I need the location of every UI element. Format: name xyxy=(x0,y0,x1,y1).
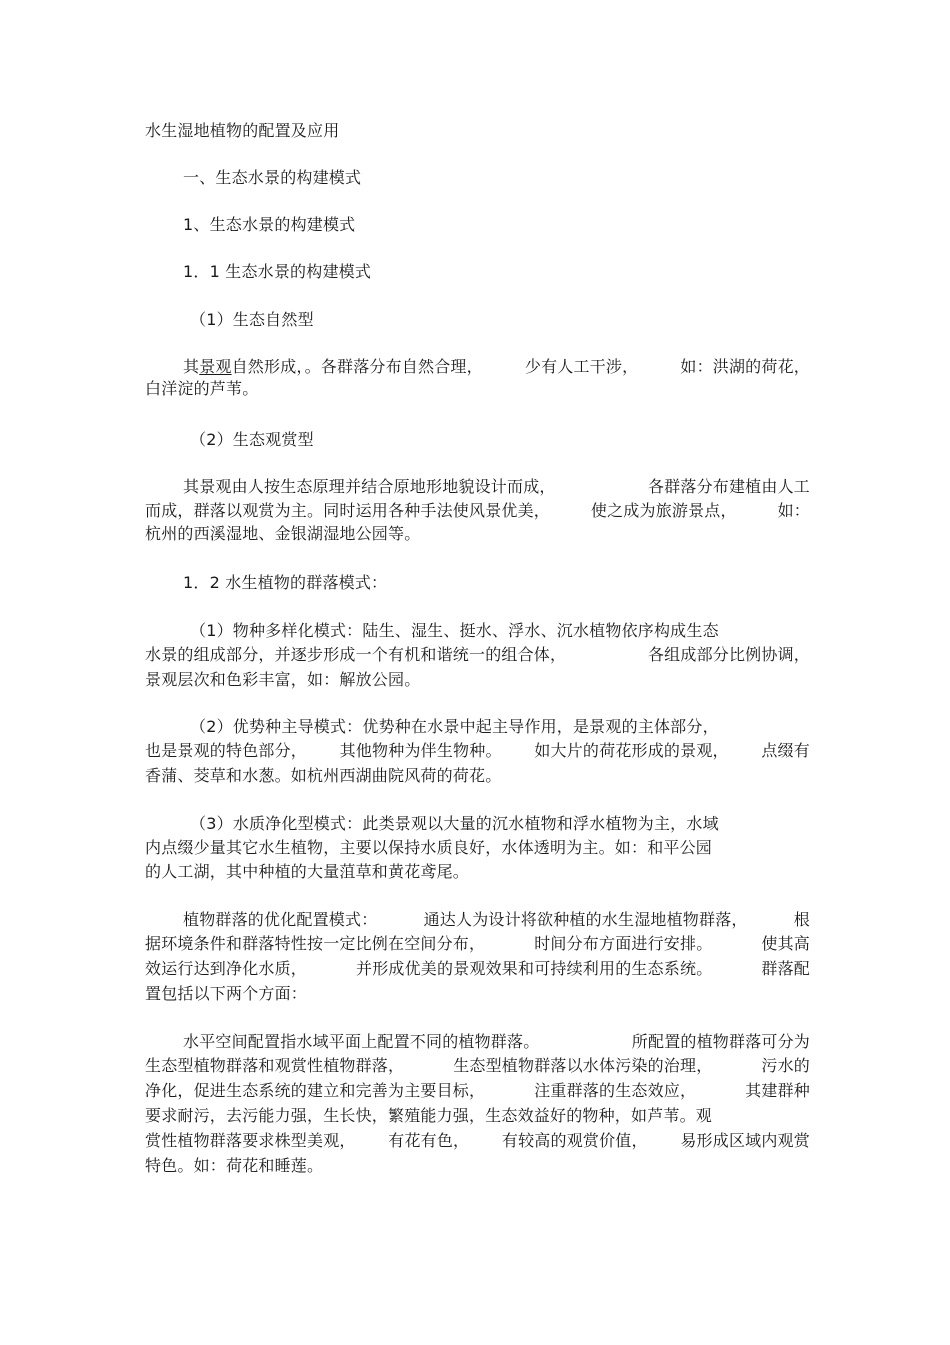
text-segment: 各群落分布建植由人工 xyxy=(647,477,810,496)
paragraph-mode-3-line-3: 的人工湖，其中种植的大量菹草和黄花鸢尾。 xyxy=(145,862,470,881)
document-title: 水生湿地植物的配置及应用 xyxy=(145,121,340,140)
text-segment: 水景的组成部分，并逐步形成一个有机和谐统一的组合体， xyxy=(145,645,567,664)
text-segment: 污水的 xyxy=(761,1056,810,1075)
text-segment: 而成，群落以观赏为主。同时运用各种手法使风景优美， xyxy=(145,501,551,520)
heading-natural-type: （1）生态自然型 xyxy=(190,310,314,329)
text-segment: 效运行达到净化水质， xyxy=(145,959,308,978)
paragraph-mode-1-line-1: （1）物种多样化模式：陆生、湿生、挺水、浮水、沉水植物依序构成生态 xyxy=(190,621,719,640)
heading-section-1-1: 1．1 生态水景的构建模式 xyxy=(183,262,372,281)
paragraph-optimization-line-4: 置包括以下两个方面： xyxy=(145,984,308,1003)
paragraph-ornamental-line-1 xyxy=(183,477,810,497)
text-segment: 群落配 xyxy=(761,959,810,978)
heading-part-one: 一、生态水景的构建模式 xyxy=(183,168,362,187)
text-segment: 根 xyxy=(793,910,810,929)
paragraph-ornamental-line-2 xyxy=(145,501,810,521)
text-segment: 易形成区域内观赏 xyxy=(680,1131,810,1150)
text-segment: 生态型植物群落以水体污染的治理， xyxy=(453,1056,713,1075)
paragraph-horizontal-line-3 xyxy=(145,1081,810,1101)
text-segment: 使之成为旅游景点， xyxy=(590,501,737,520)
underlined-term: 景观 xyxy=(199,357,232,376)
paragraph-mode-1-line-3: 景观层次和色彩丰富，如：解放公园。 xyxy=(145,670,421,689)
paragraph-natural-line-1 xyxy=(183,357,810,377)
text-segment: 注重群落的生态效应， xyxy=(534,1081,697,1100)
text-segment: 也是景观的特色部分， xyxy=(145,741,308,760)
text-segment: 如大片的荷花形成的景观， xyxy=(534,741,729,760)
text-segment: 并形成优美的景观效果和可持续利用的生态系统。 xyxy=(356,959,713,978)
text-segment: 有花有色， xyxy=(388,1131,470,1150)
paragraph-mode-3-line-1: （3）水质净化型模式：此类景观以大量的沉水植物和浮水植物为主，水域 xyxy=(190,814,719,833)
text-segment: 赏性植物群落要求株型美观， xyxy=(145,1131,356,1150)
text-segment: 水平空间配置指水域平面上配置不同的植物群落。 xyxy=(183,1032,540,1051)
paragraph-ornamental-line-3: 杭州的西溪湿地、金银湖湿地公园等。 xyxy=(145,524,421,543)
text-segment: 各组成部分比例协调， xyxy=(647,645,810,664)
paragraph-horizontal-line-2 xyxy=(145,1056,810,1076)
text-segment: 据环境条件和群落特性按一定比例在空间分布， xyxy=(145,934,486,953)
text-segment: 使其高 xyxy=(761,934,810,953)
text-segment: 点缀有 xyxy=(761,741,810,760)
paragraph-horizontal-line-5 xyxy=(145,1131,810,1151)
paragraph-optimization-line-1 xyxy=(183,910,810,930)
text-segment: 少有人工干涉， xyxy=(524,357,639,376)
text-segment: 通达人为设计将欲种植的水生湿地植物群落， xyxy=(423,910,748,929)
heading-section-1-2: 1．2 水生植物的群落模式： xyxy=(183,573,388,592)
text-segment: 如：洪湖的荷花， xyxy=(680,357,810,376)
paragraph-horizontal-line-6: 特色。如：荷花和睡莲。 xyxy=(145,1156,324,1175)
paragraph-optimization-line-2 xyxy=(145,934,810,954)
text-segment: 所配置的植物群落可分为 xyxy=(631,1032,810,1051)
paragraph-mode-2-line-1: （2）优势种主导模式：优势种在水景中起主导作用，是景观的主体部分， xyxy=(190,717,719,736)
text-segment: 如： xyxy=(777,501,810,520)
text-segment: 其他物种为伴生物种。 xyxy=(339,741,502,760)
heading-section-1: 1、生态水景的构建模式 xyxy=(183,215,356,234)
text-segment: 生态型植物群落和观赏性植物群落， xyxy=(145,1056,405,1075)
paragraph-natural-line-2: 白洋淀的芦苇。 xyxy=(145,379,259,398)
text-segment: 其景观自然形成，。各群落分布自然合理， xyxy=(183,357,483,376)
text-segment: 其景观由人按生态原理并结合原地形地貌设计而成， xyxy=(183,477,556,496)
paragraph-mode-3-line-2: 内点缀少量其它水生植物，主要以保持水质良好，水体透明为主。如：和平公园 xyxy=(145,838,713,857)
text-segment: 时间分布方面进行安排。 xyxy=(534,934,713,953)
text-segment: 植物群落的优化配置模式： xyxy=(183,910,378,929)
heading-ornamental-type: （2）生态观赏型 xyxy=(190,430,314,449)
paragraph-horizontal-line-4: 要求耐污，去污能力强，生长快，繁殖能力强，生态效益好的物种，如芦苇。观 xyxy=(145,1106,713,1125)
paragraph-optimization-line-3 xyxy=(145,959,810,979)
paragraph-horizontal-line-1 xyxy=(183,1032,810,1052)
paragraph-mode-2-line-2 xyxy=(145,741,810,761)
text-segment: 有较高的观赏价值， xyxy=(501,1131,648,1150)
text-segment: 净化，促进生态系统的建立和完善为主要目标， xyxy=(145,1081,486,1100)
paragraph-mode-2-line-3: 香蒲、茭草和水葱。如杭州西湖曲院风荷的荷花。 xyxy=(145,766,502,785)
text-segment: 其建群种 xyxy=(745,1081,810,1100)
paragraph-mode-1-line-2 xyxy=(145,645,810,665)
